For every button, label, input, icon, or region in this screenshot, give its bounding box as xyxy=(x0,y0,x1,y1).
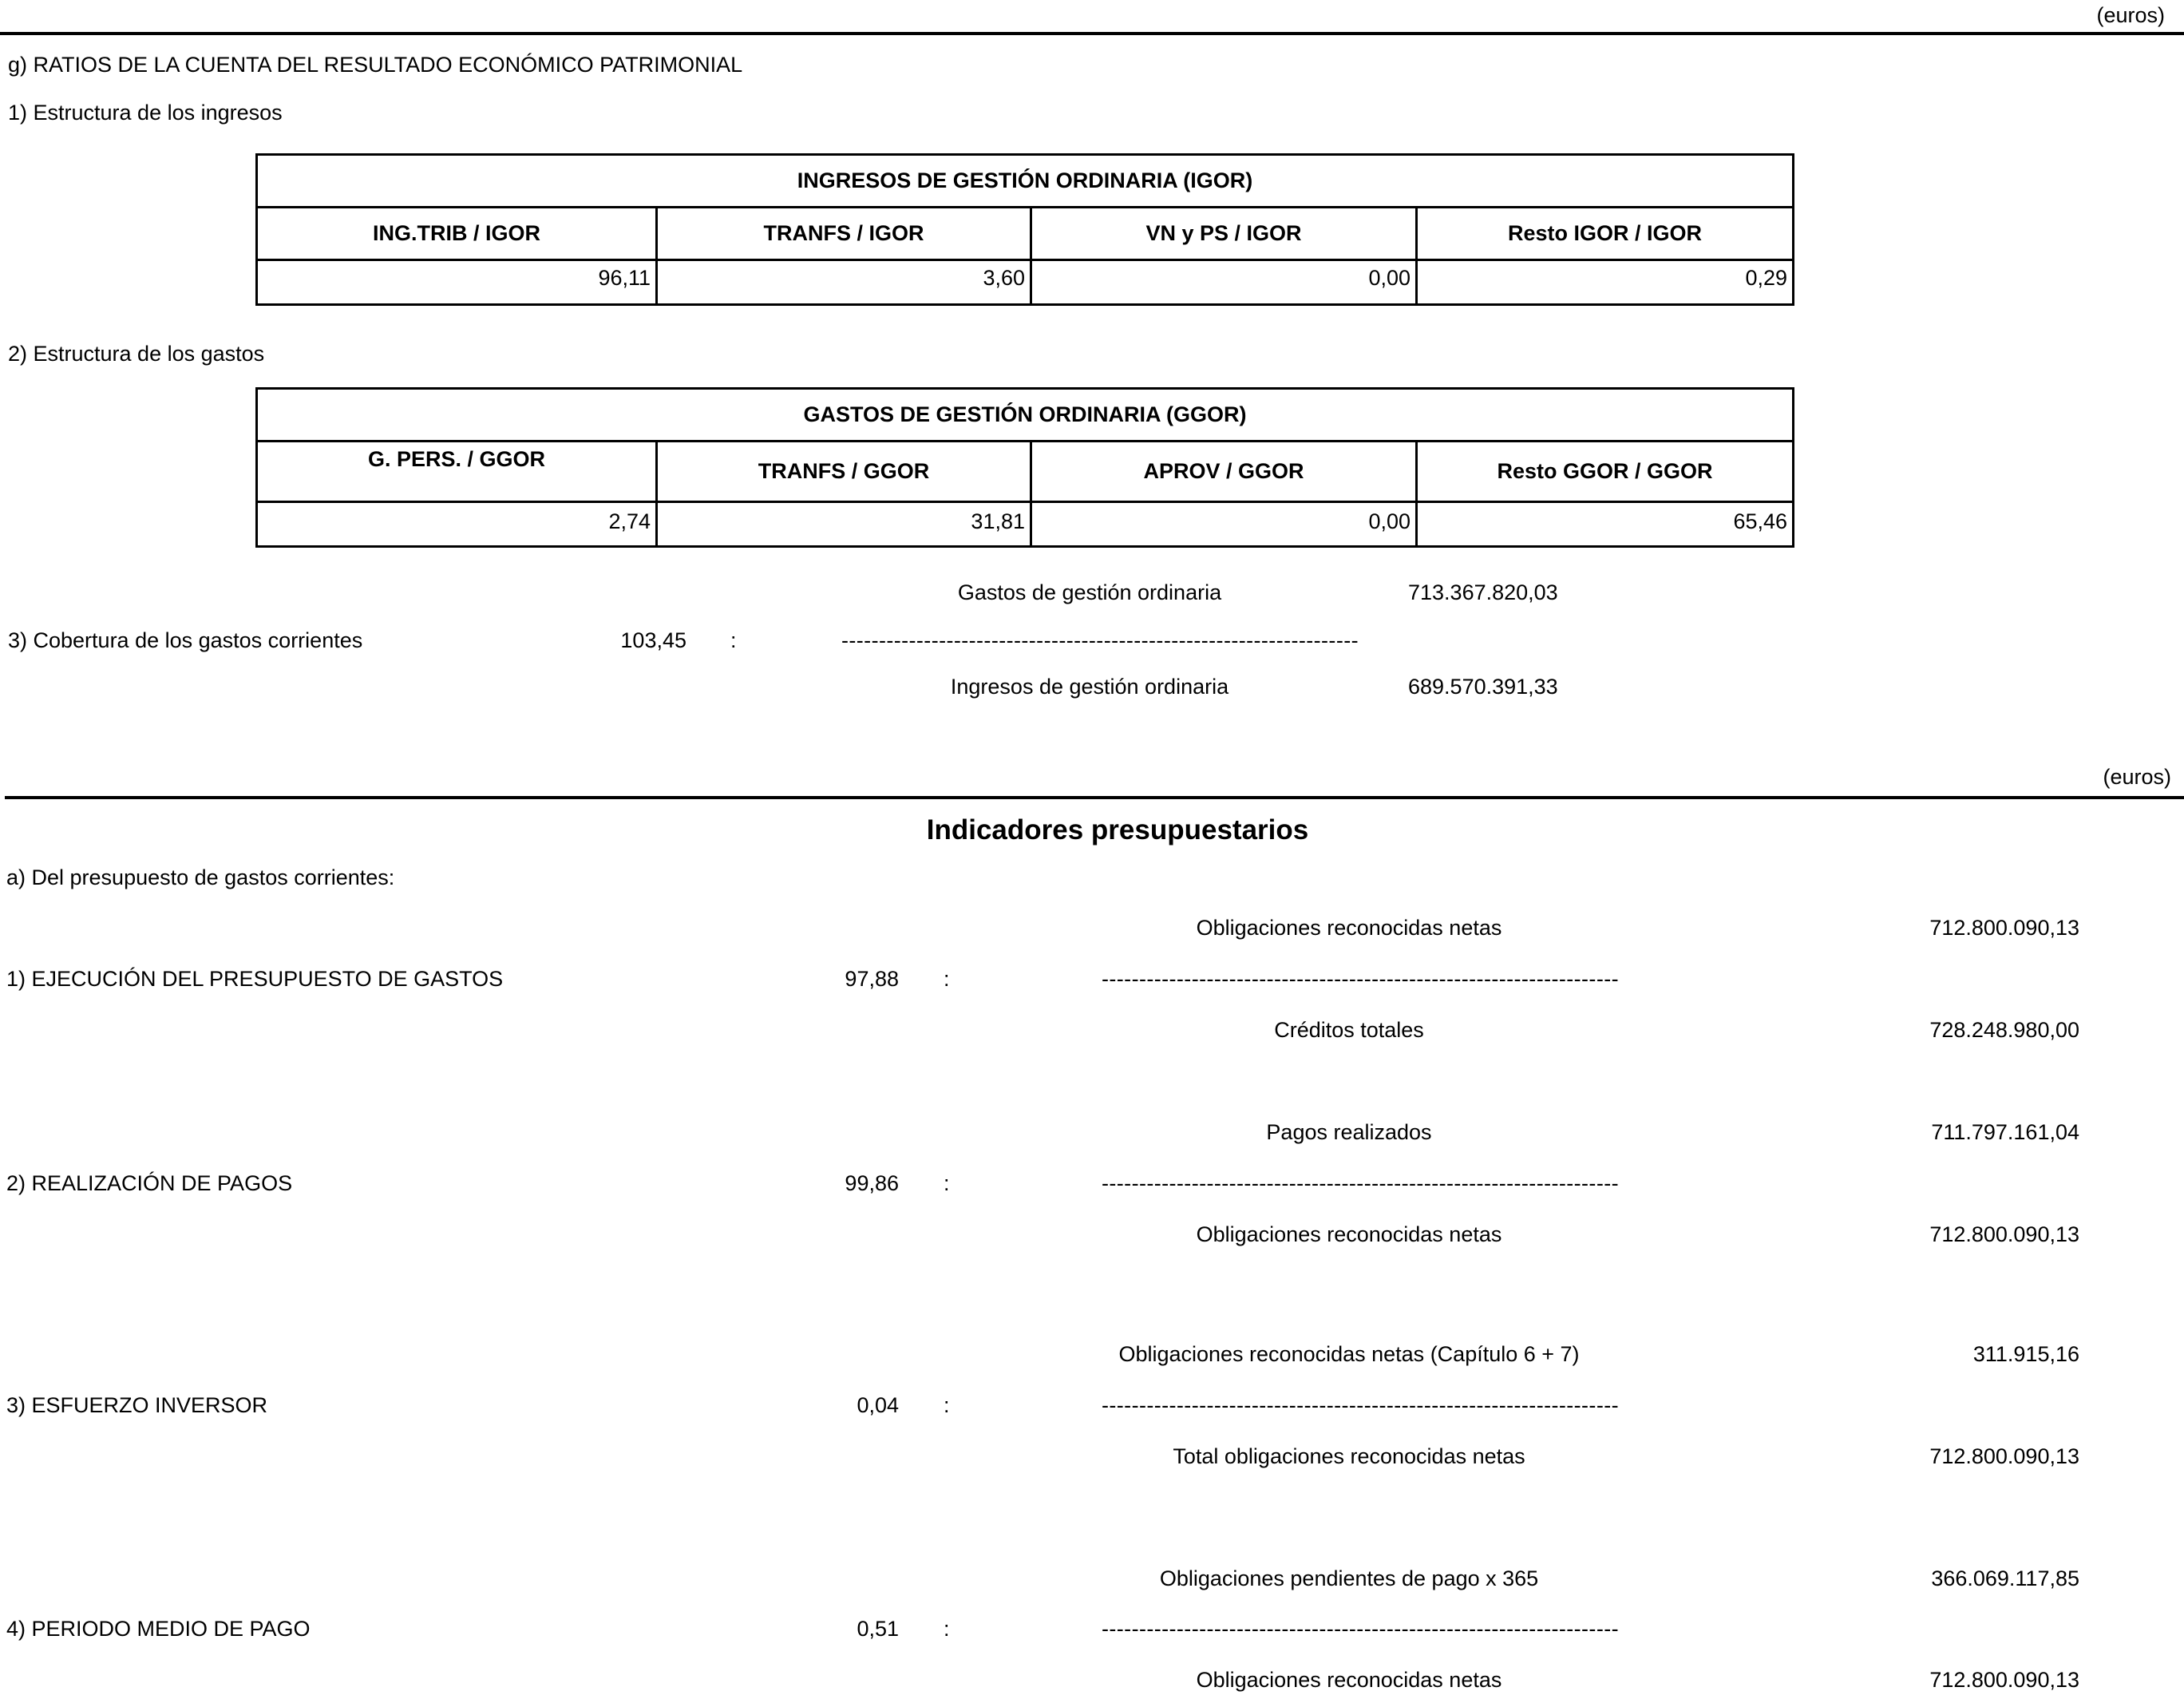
indicator-denominator-label: Obligaciones reconocidas netas xyxy=(1196,1222,1502,1246)
top-divider xyxy=(0,32,2184,35)
indicator-numerator-label: Pagos realizados xyxy=(1266,1120,1432,1144)
gastos-structure-label: 2) Estructura de los gastos xyxy=(8,342,265,366)
indicator-value: 97,88 xyxy=(845,967,899,991)
indicator-denominator-value: 712.800.090,13 xyxy=(1929,1444,2079,1468)
indicator-denominator-value: 712.800.090,13 xyxy=(1929,1668,2079,1692)
indicator-fraction-line: --------------------------------------------------------------------- xyxy=(1102,967,1619,991)
ingresos-header-3: Resto IGOR / IGOR xyxy=(1417,208,1794,260)
indicator-colon: : xyxy=(944,967,950,991)
indicator-numerator-value: 366.069.117,85 xyxy=(1931,1566,2079,1590)
gastos-header-0: G. PERS. / GGOR xyxy=(257,442,657,502)
cobertura-colon: : xyxy=(730,628,737,652)
ingresos-value-0: 96,11 xyxy=(257,260,657,305)
indicator-colon: : xyxy=(944,1171,950,1195)
ingresos-header-2: VN y PS / IGOR xyxy=(1031,208,1417,260)
gastos-ratio-table xyxy=(255,387,1794,548)
indicator-numerator-value: 311.915,16 xyxy=(1972,1342,2079,1366)
indicator-denominator-value: 712.800.090,13 xyxy=(1929,1222,2079,1246)
indicator-label: 2) REALIZACIÓN DE PAGOS xyxy=(6,1171,293,1195)
indicator-fraction-line: --------------------------------------------------------------------- xyxy=(1102,1393,1619,1417)
gastos-value-0: 2,74 xyxy=(257,502,657,547)
gastos-header-2: APROV / GGOR xyxy=(1031,442,1417,502)
ingresos-value-3: 0,29 xyxy=(1417,260,1794,305)
cobertura-label: 3) Cobertura de los gastos corrientes xyxy=(8,628,363,652)
indicadores-title: Indicadores presupuestarios xyxy=(926,814,1309,846)
indicator-numerator-value: 711.797.161,04 xyxy=(1931,1120,2079,1144)
cobertura-numerator-value: 713.367.820,03 xyxy=(1408,580,1558,604)
ingresos-header-0: ING.TRIB / IGOR xyxy=(257,208,657,260)
indicator-label: 4) PERIODO MEDIO DE PAGO xyxy=(6,1617,311,1641)
indicator-fraction-line: --------------------------------------------------------------------- xyxy=(1102,1617,1619,1641)
indicator-numerator-label: Obligaciones pendientes de pago x 365 xyxy=(1159,1566,1539,1590)
indicator-value: 0,51 xyxy=(857,1617,899,1641)
indicadores-subtitle: a) Del presupuesto de gastos corrientes: xyxy=(6,865,395,889)
ingresos-structure-label: 1) Estructura de los ingresos xyxy=(8,101,283,125)
indicator-colon: : xyxy=(944,1617,950,1641)
cobertura-numerator-label: Gastos de gestión ordinaria xyxy=(957,580,1222,604)
indicator-denominator-label: Total obligaciones reconocidas netas xyxy=(1173,1444,1525,1468)
currency-unit-bottom: (euros) xyxy=(2103,765,2171,789)
cobertura-denominator-label: Ingresos de gestión ordinaria xyxy=(950,675,1229,699)
indicator-denominator-label: Obligaciones reconocidas netas xyxy=(1196,1668,1502,1692)
cobertura-value: 103,45 xyxy=(620,628,686,652)
gastos-header-1: TRANFS / GGOR xyxy=(657,442,1031,502)
bottom-divider xyxy=(5,796,2184,799)
indicator-denominator-value: 728.248.980,00 xyxy=(1929,1018,2079,1042)
indicator-label: 3) ESFUERZO INVERSOR xyxy=(6,1393,268,1417)
gastos-value-1: 31,81 xyxy=(657,502,1031,547)
gastos-header-3: Resto GGOR / GGOR xyxy=(1417,442,1794,502)
cobertura-denominator-value: 689.570.391,33 xyxy=(1408,675,1558,699)
currency-unit-top: (euros) xyxy=(2096,3,2165,27)
indicator-numerator-label: Obligaciones reconocidas netas xyxy=(1196,916,1502,940)
gastos-value-2: 0,00 xyxy=(1031,502,1417,547)
indicator-fraction-line: --------------------------------------------------------------------- xyxy=(1102,1171,1619,1195)
gastos-table-title: GASTOS DE GESTIÓN ORDINARIA (GGOR) xyxy=(257,389,1794,442)
cobertura-fraction-line: --------------------------------------------------------------------- xyxy=(841,628,1359,652)
ingresos-value-2: 0,00 xyxy=(1031,260,1417,305)
ingresos-table-title: INGRESOS DE GESTIÓN ORDINARIA (IGOR) xyxy=(257,155,1794,208)
indicator-label: 1) EJECUCIÓN DEL PRESUPUESTO DE GASTOS xyxy=(6,967,504,991)
indicator-value: 0,04 xyxy=(857,1393,899,1417)
indicator-value: 99,86 xyxy=(845,1171,899,1195)
ingresos-value-1: 3,60 xyxy=(657,260,1031,305)
indicator-colon: : xyxy=(944,1393,950,1417)
ingresos-ratio-table xyxy=(255,153,1794,306)
gastos-value-3: 65,46 xyxy=(1417,502,1794,547)
section-g-title: g) RATIOS DE LA CUENTA DEL RESULTADO ECONÓMICO PATRIMONIAL xyxy=(8,53,743,77)
ingresos-header-1: TRANFS / IGOR xyxy=(657,208,1031,260)
indicator-numerator-label: Obligaciones reconocidas netas (Capítulo 6 + 7) xyxy=(1118,1342,1580,1366)
indicator-numerator-value: 712.800.090,13 xyxy=(1929,916,2079,940)
indicator-denominator-label: Créditos totales xyxy=(1274,1018,1424,1042)
